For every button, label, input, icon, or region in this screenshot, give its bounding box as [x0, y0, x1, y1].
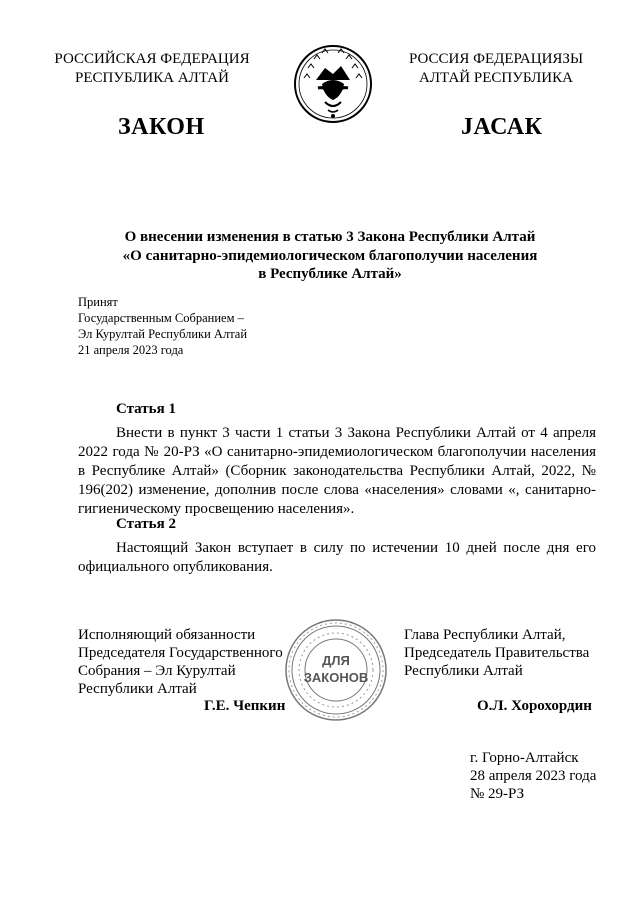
- article-2-text: Настоящий Закон вступает в силу по истечении 10 дней после дня его официального опубликования.: [78, 540, 596, 575]
- header-right-republic: АЛТАЙ РЕСПУБЛИКА: [419, 70, 573, 86]
- signature-right-line-3: Республики Алтай: [404, 663, 523, 679]
- header-right: [376, 50, 616, 88]
- adoption-line-2: Государственным Собранием –: [78, 311, 244, 325]
- signature-right-name: О.Л. Хорохордин: [477, 698, 592, 714]
- signature-right-line-2: Председатель Правительства: [404, 645, 590, 661]
- stamp: [284, 618, 388, 722]
- signature-right-line-1: Глава Республики Алтай,: [404, 627, 566, 643]
- signature-left-line-1: Исполняющий обязанности: [78, 627, 256, 643]
- adoption-date: 21 апреля 2023 года: [78, 343, 184, 357]
- header-left: [32, 50, 272, 88]
- coat-of-arms-icon: [292, 40, 374, 128]
- header-left-country: РОССИЙСКАЯ ФЕДЕРАЦИЯ: [54, 51, 250, 67]
- document-title: [60, 228, 600, 284]
- footer-number: № 29-РЗ: [470, 786, 525, 802]
- adoption-block: [78, 294, 247, 358]
- signature-left-line-3: Собрания – Эл Курултай: [78, 663, 236, 679]
- article-2-heading: Статья 2: [116, 516, 176, 532]
- title-line-3: в Республике Алтай»: [258, 266, 402, 282]
- footer-city: г. Горно-Алтайск: [470, 750, 579, 766]
- footer-date: 28 апреля 2023 года: [470, 768, 597, 784]
- footer-block: [470, 749, 596, 803]
- signature-left-block: [78, 626, 283, 698]
- adoption-line-3: Эл Курултай Республики Алтай: [78, 327, 248, 341]
- header-right-country: РОССИЯ ФЕДЕРАЦИЯЗЫ: [408, 51, 584, 67]
- law-title-russian: ЗАКОН: [118, 114, 205, 140]
- signature-left-line-4: Республики Алтай: [78, 681, 197, 697]
- title-line-1: О внесении изменения в статью 3 Закона Республики Алтай: [124, 229, 536, 245]
- article-1-text: Внести в пункт 3 части 1 статьи 3 Закона Республики Алтай от 4 апреля 2022 года № 20-РЗ «О санитарно-эпидемиологическом благополучии населения в Республике Алтай» (Сборник законодательства Республики Алтай, 2022, № 196(202) изменение, дополнив после слова «населения» словами «, санитарно-гигиеническому просвещению населения».: [78, 425, 596, 517]
- signature-left-line-2: Председателя Государственного: [78, 645, 283, 661]
- law-title-altai: ЈАСАК: [461, 114, 543, 140]
- stamp-line-1: ДЛЯ: [322, 653, 350, 668]
- adoption-line-1: Принят: [78, 295, 118, 309]
- article-1-heading: Статья 1: [116, 401, 176, 417]
- signature-right-block: [404, 626, 589, 680]
- header-left-republic: РЕСПУБЛИКА АЛТАЙ: [75, 70, 229, 86]
- title-line-2: «О санитарно-эпидемиологическом благополучии населения: [122, 247, 538, 264]
- signature-left-name: Г.Е. Чепкин: [204, 698, 286, 714]
- stamp-line-2: ЗАКОНОВ: [303, 670, 369, 685]
